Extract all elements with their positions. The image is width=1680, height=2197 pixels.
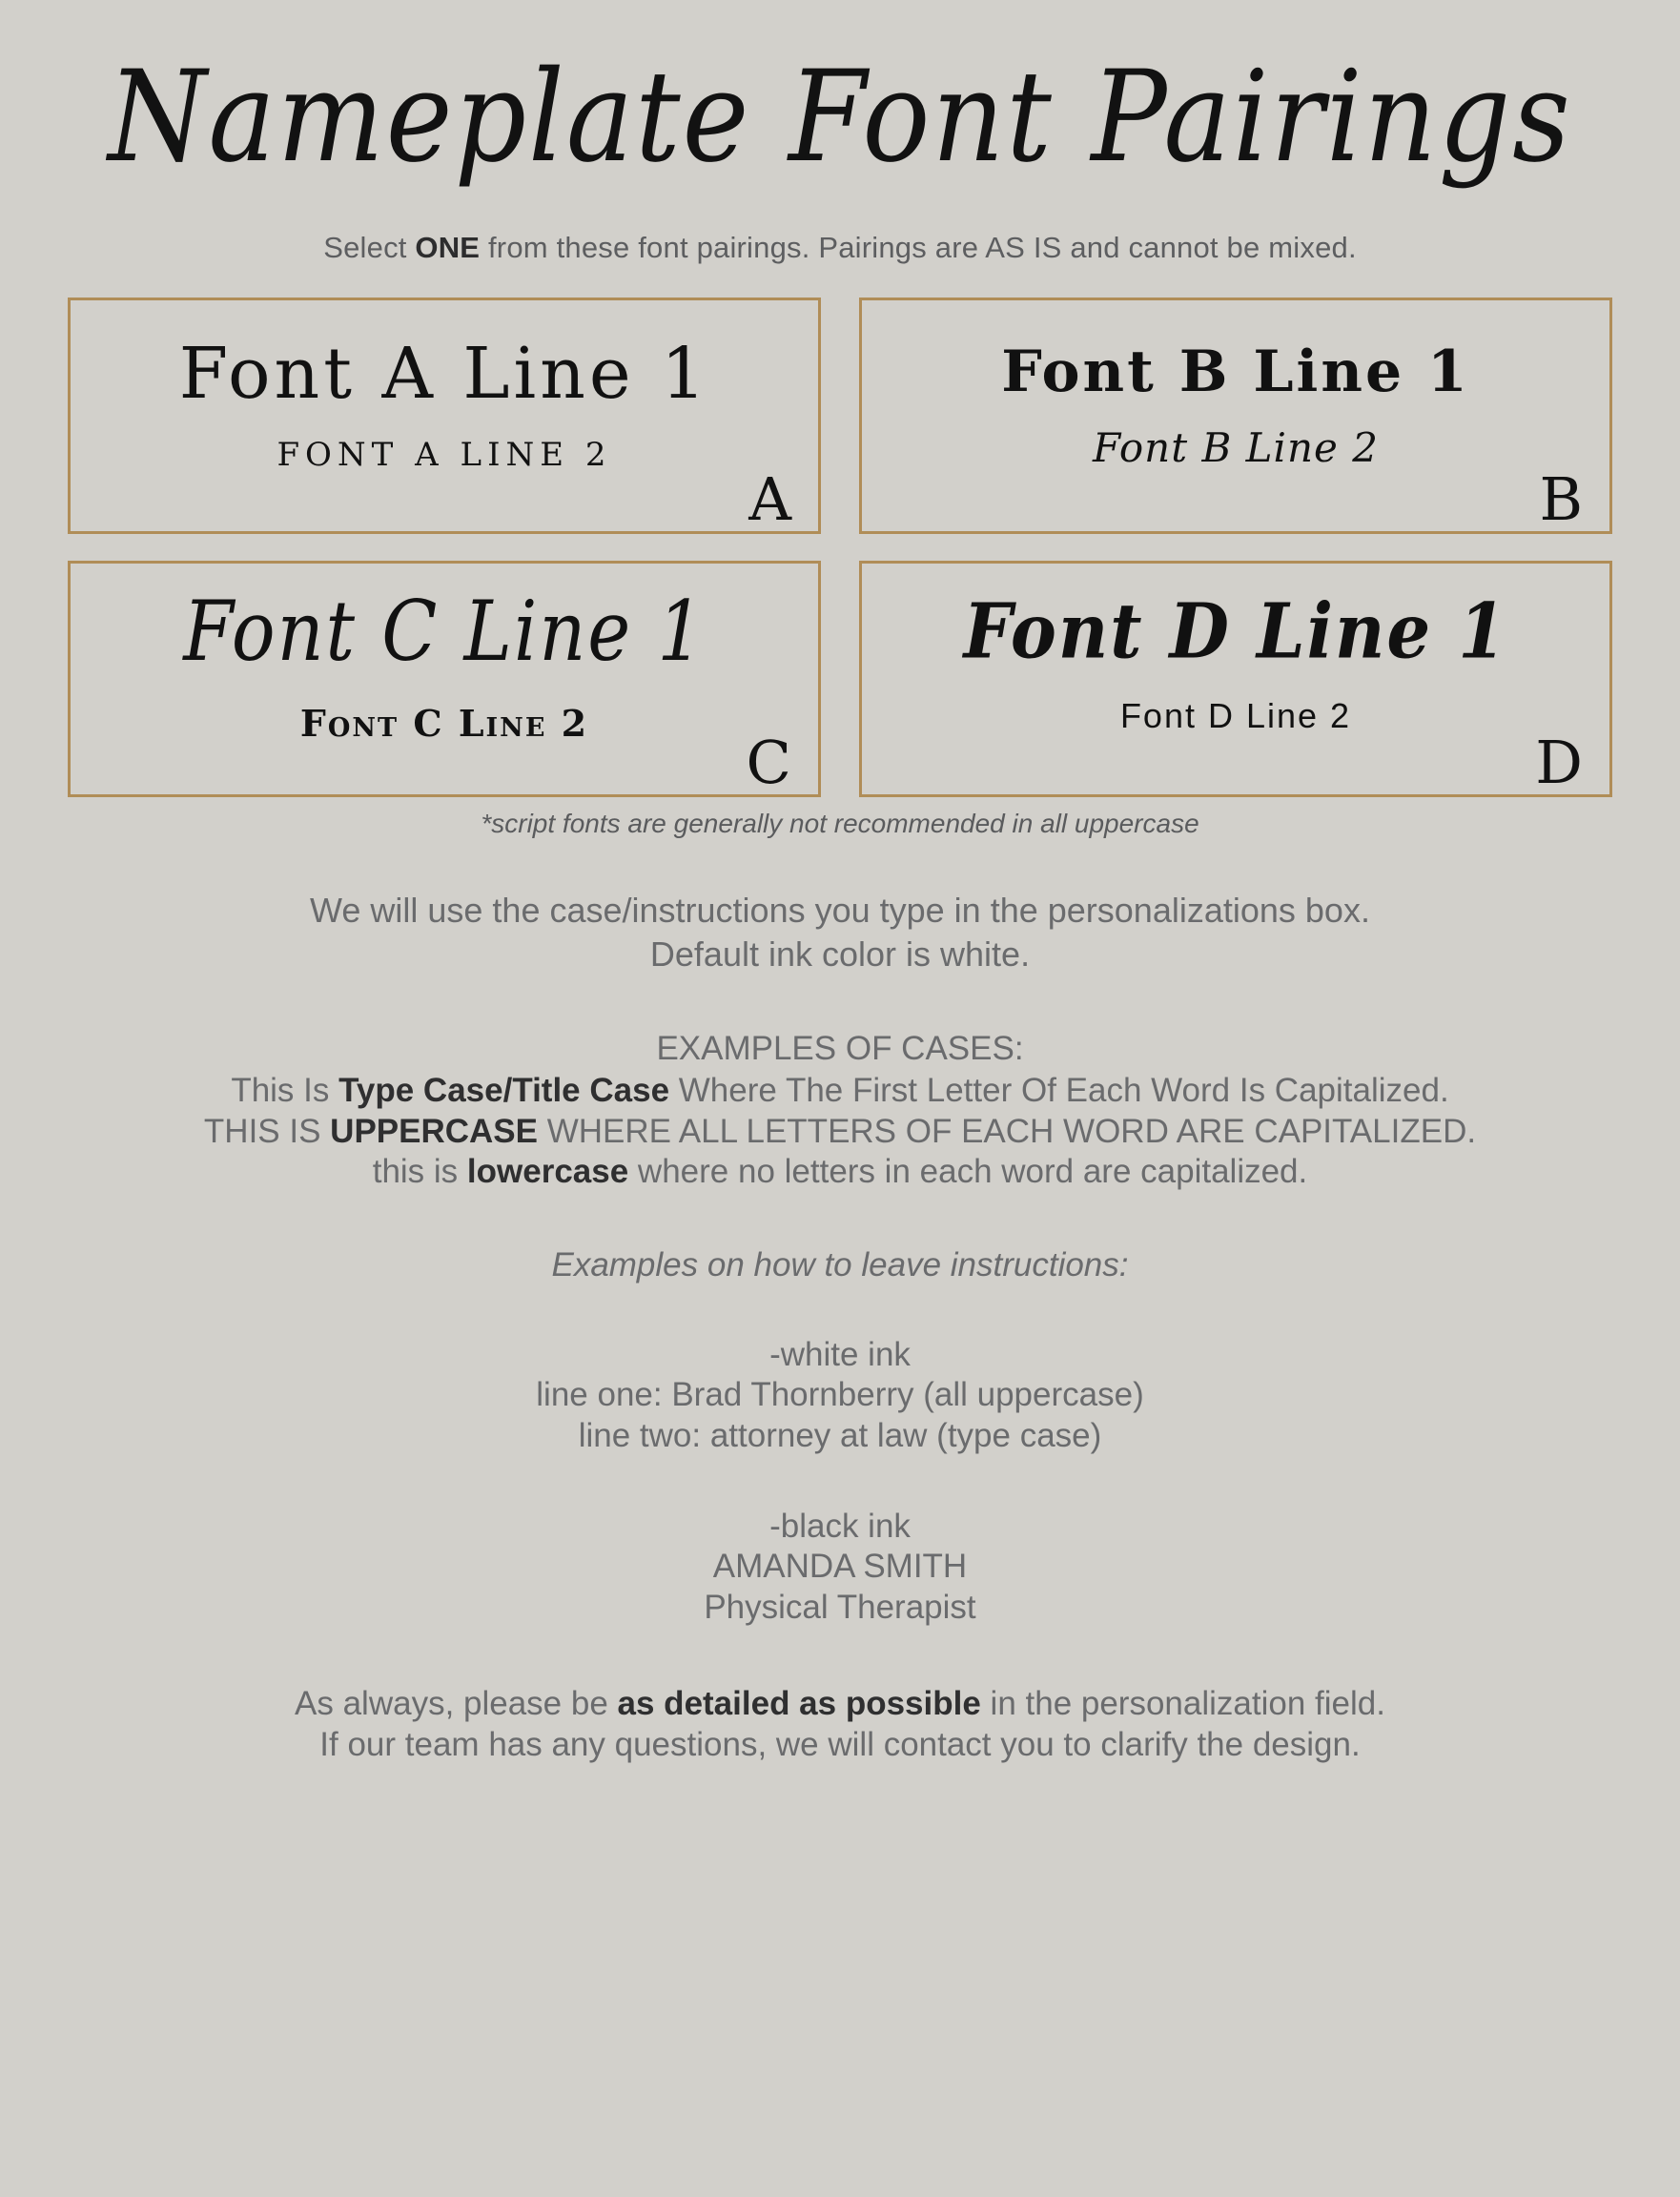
- closing-paragraph: [57, 1684, 1623, 1765]
- sample2-line-1: -black ink: [769, 1507, 911, 1545]
- font-b-line-1: Font B Line 1: [1001, 338, 1470, 405]
- case-lower-line: [57, 1152, 1623, 1193]
- case-lower-post: where no letters in each word are capitalized.: [628, 1153, 1308, 1191]
- case-lower-strong: lowercase: [466, 1153, 629, 1191]
- instructions-heading: Examples on how to leave instructions:: [551, 1245, 1129, 1283]
- script-font-footnote: *script fonts are generally not recommended in all uppercase: [481, 808, 1199, 838]
- font-d-line-1: Font D Line 1: [963, 585, 1508, 676]
- instruction-sample-white: [57, 1335, 1623, 1457]
- closing-pre: As always, please be: [295, 1684, 618, 1722]
- case-title-line: [57, 1071, 1623, 1112]
- case-upper-strong: UPPERCASE: [330, 1112, 538, 1150]
- font-pairing-option-c[interactable]: [68, 561, 821, 797]
- option-letter-d: D: [1535, 727, 1583, 797]
- font-a-line-2: FONT A LINE 2: [277, 435, 612, 474]
- closing-post: in the personalization field.: [980, 1684, 1385, 1722]
- sample1-line-2: line one: Brad Thornberry (all uppercase): [536, 1376, 1144, 1414]
- sample2-line-2: AMANDA SMITH: [712, 1548, 968, 1586]
- font-pairing-option-d[interactable]: [859, 561, 1612, 797]
- intro-line-2: Default ink color is white.: [649, 934, 1031, 974]
- closing-strong: as detailed as possible: [617, 1684, 981, 1722]
- instruction-sample-black: [57, 1507, 1623, 1629]
- font-c-line-2: Font C Line 2: [299, 701, 589, 745]
- case-examples: [57, 1071, 1623, 1193]
- case-upper-pre: THIS IS: [203, 1112, 331, 1150]
- case-upper-post: WHERE ALL LETTERS OF EACH WORD ARE CAPITALIZED.: [538, 1112, 1477, 1150]
- examples-heading: EXAMPLES OF CASES:: [656, 1030, 1024, 1068]
- font-pairing-option-b[interactable]: [859, 298, 1612, 534]
- font-a-line-1: Font A Line 1: [178, 332, 710, 415]
- subtitle-emphasis: ONE: [415, 230, 481, 264]
- font-pairing-cards: [57, 298, 1623, 797]
- subtitle-post: from these font pairings. Pairings are AS IS and cannot be mixed.: [480, 230, 1357, 264]
- option-letter-a: A: [748, 463, 791, 534]
- font-c-line-1: Font C Line 1: [183, 582, 706, 680]
- case-title-pre: This Is: [231, 1071, 339, 1109]
- option-letter-c: C: [746, 727, 791, 797]
- intro-line-1: We will use the case/instructions you type in the personalizations box.: [310, 890, 1370, 930]
- subtitle: [57, 231, 1623, 265]
- font-b-line-2: Font B Line 2: [1093, 423, 1379, 471]
- font-pairing-option-a[interactable]: [68, 298, 821, 534]
- case-upper-line: [57, 1112, 1623, 1153]
- case-lower-pre: this is: [372, 1153, 467, 1191]
- closing-line-2: If our team has any questions, we will contact you to clarify the design.: [319, 1725, 1361, 1763]
- page-title: Nameplate Font Pairings: [108, 42, 1572, 191]
- case-title-strong: Type Case/Title Case: [338, 1071, 670, 1109]
- sample2-line-3: Physical Therapist: [704, 1589, 976, 1627]
- closing-line-1: [57, 1684, 1623, 1725]
- sample1-line-1: -white ink: [769, 1335, 911, 1373]
- case-title-post: Where The First Letter Of Each Word Is Capitalized.: [669, 1071, 1449, 1109]
- font-d-line-2: Font D Line 2: [1119, 695, 1352, 735]
- intro-paragraph: [57, 889, 1623, 976]
- subtitle-pre: Select: [323, 230, 416, 264]
- sample1-line-3: line two: attorney at law (type case): [578, 1417, 1102, 1455]
- option-letter-b: B: [1539, 463, 1583, 534]
